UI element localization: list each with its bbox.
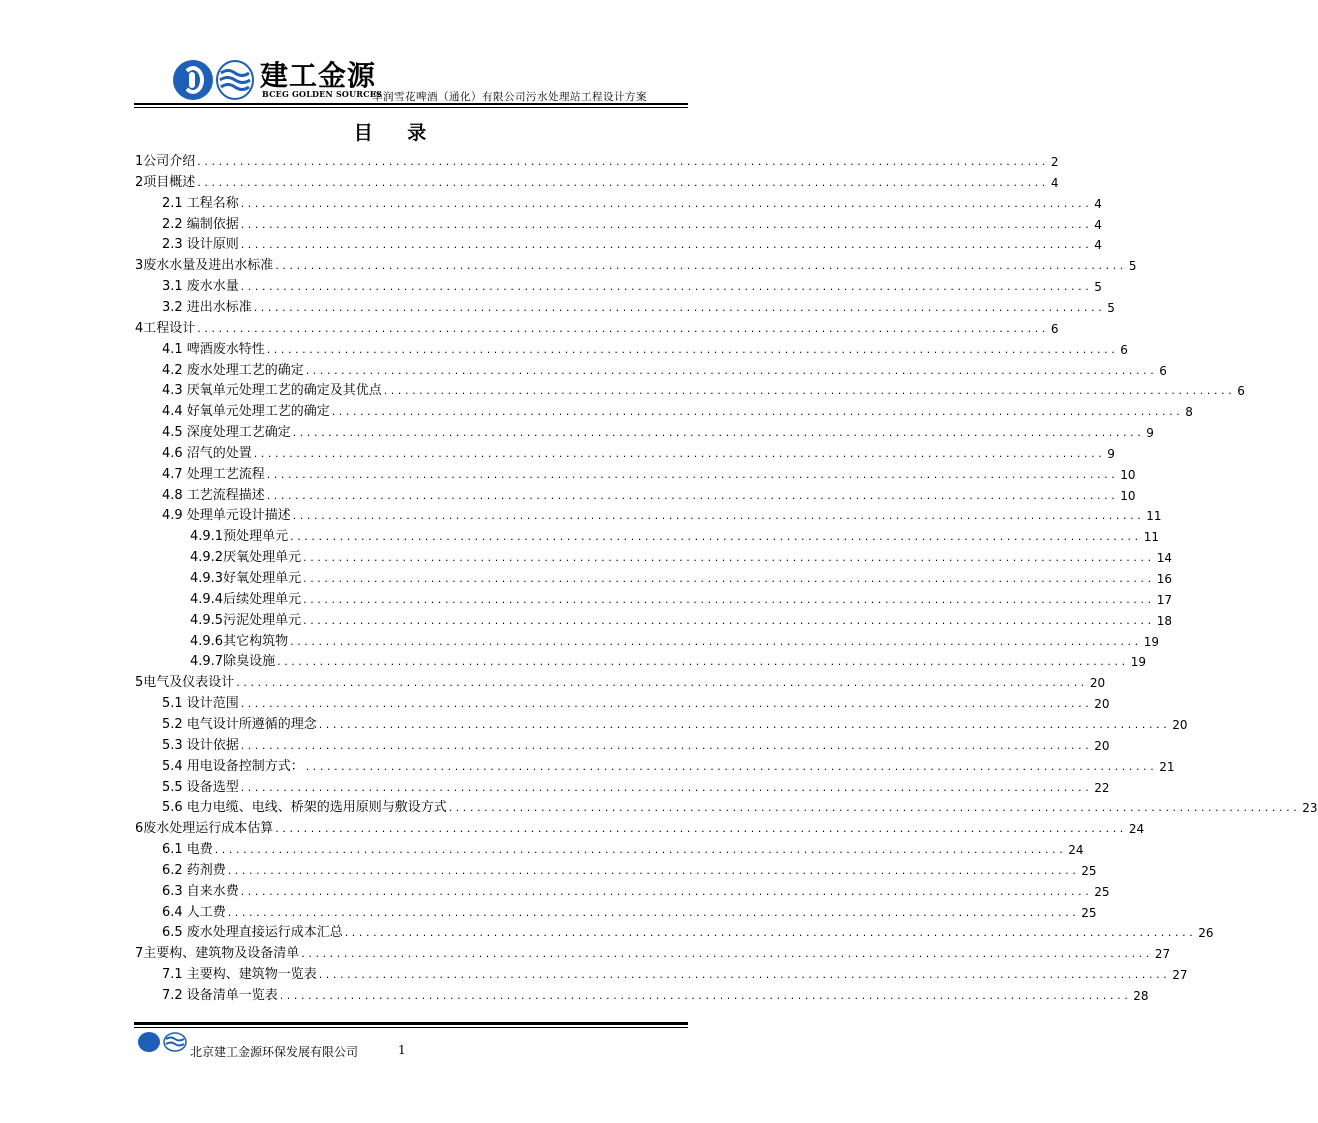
toc-entry[interactable] [162, 213, 1102, 233]
footer-waves-icon [163, 1032, 187, 1052]
toc-leader-dots: ........................................................................................................................ [303, 551, 1155, 565]
toc-entry-page: 19 [1143, 634, 1159, 649]
toc-entry[interactable] [162, 713, 1188, 733]
toc-entry-number: 4.3 [162, 383, 183, 399]
toc-entry[interactable] [162, 379, 1245, 399]
toc-entry-label: 好氧单元处理工艺的确定 [186, 404, 330, 420]
toc-entry-page: 25 [1081, 863, 1097, 878]
toc-entry-number: 3.1 [162, 279, 183, 295]
page-number: 1 [398, 1043, 406, 1057]
toc-entry[interactable] [162, 692, 1110, 712]
toc-entry-number: 6.4 [162, 904, 183, 920]
toc-leader-dots: ........................................................................................................................ [227, 905, 1080, 919]
toc-entry-page: 10 [1120, 467, 1136, 482]
toc-entry[interactable] [162, 796, 1318, 816]
toc-entry[interactable] [190, 546, 1172, 566]
toc-leader-dots: ........................................................................................................................ [227, 863, 1080, 877]
toc-entry[interactable] [135, 150, 1059, 170]
toc-leader-dots: ........................................................................................................................ [303, 572, 1155, 585]
toc-entry-label: 其它构筑物 [223, 633, 289, 649]
company-logo-icon [173, 60, 213, 100]
toc-entry-page: 28 [1133, 989, 1149, 1003]
toc-entry-page: 10 [1120, 488, 1136, 503]
toc-entry-number: 3 [135, 258, 144, 274]
toc-entry-number: 2 [135, 174, 144, 190]
toc-entry[interactable] [162, 755, 1175, 775]
toc-entry-page: 2 [1050, 155, 1059, 169]
toc-entry-number: 4.1 [162, 341, 183, 357]
footer-logo-icon [138, 1032, 160, 1052]
toc-entry[interactable] [162, 192, 1102, 212]
toc-entry-page: 5 [1094, 280, 1102, 295]
toc-entry[interactable] [135, 817, 1145, 837]
toc-entry-page: 20 [1172, 717, 1188, 732]
footer-rule [134, 1022, 688, 1025]
toc-entry-label: 设计原则 [186, 237, 239, 253]
toc-entry-number: 5.3 [162, 737, 183, 753]
toc-entry-number: 6 [135, 821, 144, 837]
toc-entry[interactable] [190, 588, 1172, 608]
brand-name-en: BCEG GOLDEN SOURCES [262, 89, 382, 99]
toc-entry[interactable] [190, 567, 1172, 587]
toc-entry[interactable] [162, 296, 1115, 316]
toc-leader-dots: ........................................................................................................................ [240, 780, 1093, 794]
toc-entry[interactable] [162, 734, 1110, 754]
toc-entry-page: 4 [1094, 196, 1102, 211]
toc-entry-label: 处理单元设计描述 [186, 508, 291, 524]
toc-entry-label: 自来水费 [186, 883, 239, 899]
toc-entry-label: 处理工艺流程 [186, 466, 265, 482]
toc-entry[interactable] [162, 421, 1154, 441]
toc-entry-label: 工艺流程描述 [186, 487, 265, 503]
toc-leader-dots: ........................................................................................................................ [236, 676, 1088, 690]
toc-entry-page: 17 [1156, 592, 1172, 607]
footer-company: 北京建工金源环保发展有限公司 [190, 1045, 359, 1059]
toc-entry[interactable] [135, 254, 1137, 274]
toc-entry[interactable] [162, 275, 1102, 295]
toc-entry-number: 5.5 [162, 779, 183, 795]
toc-leader-dots: ........................................................................................................................ [197, 155, 1049, 168]
toc-entry-label: 进出水标准 [186, 299, 252, 315]
toc-entry-page: 24 [1128, 822, 1145, 837]
toc-entry[interactable] [162, 921, 1214, 941]
toc-entry[interactable] [162, 776, 1110, 796]
toc-heading: 目 录 [353, 122, 441, 144]
toc-leader-dots: ........................................................................................................................ [240, 196, 1093, 210]
toc-leader-dots: ........................................................................................................................ [292, 509, 1145, 523]
toc-leader-dots: ........................................................................................................................ [383, 384, 1236, 398]
toc-entry-page: 20 [1094, 738, 1110, 753]
toc-entry-number: 7 [135, 946, 144, 962]
toc-leader-dots: ........................................................................................................................ [240, 280, 1093, 294]
toc-entry[interactable] [190, 650, 1146, 670]
toc-entry-number: 4.9.6 [190, 633, 224, 649]
toc-leader-dots: ........................................................................................................................ [318, 968, 1171, 982]
toc-entry-number: 4.2 [162, 362, 183, 378]
toc-entry-number: 5.4 [162, 758, 183, 774]
toc-entry-label: 沼气的处置 [186, 445, 252, 461]
toc-entry-label: 厌氧单元处理工艺的确定及其优点 [186, 383, 382, 399]
toc-entry-label: 电气及仪表设计 [143, 675, 235, 691]
toc-entry-number: 4.7 [162, 466, 183, 482]
toc-entry-number: 4.9.2 [190, 550, 224, 566]
toc-leader-dots: ........................................................................................................................ [275, 822, 1127, 836]
toc-entry[interactable] [162, 859, 1097, 879]
toc-entry-label: 电力电缆、电线、桥架的选用原则与敷设方式 [186, 800, 447, 816]
header-rule-thin [134, 107, 688, 108]
toc-leader-dots: ........................................................................................................................ [253, 446, 1106, 460]
toc-entry-number: 4.9.3 [190, 571, 224, 586]
toc-entry-label: 好氧处理单元 [223, 571, 302, 586]
toc-entry[interactable] [162, 880, 1110, 900]
toc-leader-dots: ........................................................................................................................ [303, 613, 1155, 627]
header-rule [134, 103, 688, 105]
toc-entry-number: 7.1 [162, 967, 183, 983]
toc-entry-page: 5 [1107, 300, 1115, 315]
toc-leader-dots: ........................................................................................................................ [290, 634, 1142, 648]
toc-entry-page: 20 [1089, 676, 1106, 691]
toc-entry-number: 4.4 [162, 404, 183, 420]
toc-entry-page: 8 [1185, 405, 1193, 420]
toc-entry-page: 4 [1094, 238, 1102, 253]
toc-leader-dots: ........................................................................................................................ [266, 488, 1119, 502]
toc-entry-page: 6 [1050, 321, 1059, 336]
toc-entry-number: 4.9.5 [190, 612, 224, 628]
toc-entry-number: 3.2 [162, 299, 183, 315]
toc-entry-label: 工程名称 [186, 195, 239, 211]
waves-logo-icon [216, 60, 254, 100]
toc-entry[interactable] [190, 630, 1159, 650]
document-title: 华润雪花啤酒（通化）有限公司污水处理站工程设计方案 [372, 91, 647, 103]
toc-entry-number: 4.9 [162, 508, 183, 524]
toc-entry[interactable] [162, 233, 1102, 253]
toc-leader-dots: ........................................................................................................................ [253, 300, 1106, 314]
toc-entry-page: 6 [1159, 363, 1167, 378]
toc-entry[interactable] [190, 609, 1172, 629]
toc-entry[interactable] [162, 504, 1162, 524]
toc-leader-dots: ........................................................................................................................ [331, 405, 1184, 419]
toc-entry[interactable] [135, 942, 1171, 962]
toc-entry-label: 用电设备控制方式： [186, 758, 304, 774]
toc-entry[interactable] [135, 671, 1106, 691]
toc-leader-dots: ........................................................................................................................ [197, 175, 1049, 189]
toc-entry-page: 6 [1237, 384, 1245, 399]
toc-entry[interactable] [162, 442, 1115, 462]
toc-entry-label: 主要构、建筑物一览表 [186, 967, 317, 983]
toc-leader-dots: ........................................................................................................................ [214, 843, 1067, 857]
toc-entry-page: 14 [1156, 551, 1172, 566]
toc-entry-number: 5.2 [162, 716, 183, 732]
toc-entry-number: 7.2 [162, 988, 183, 1003]
toc-entry-number: 2.2 [162, 216, 183, 232]
toc-entry[interactable] [190, 525, 1159, 545]
toc-entry-page: 11 [1146, 509, 1162, 524]
toc-entry-label: 啤酒废水特性 [186, 341, 265, 357]
toc-leader-dots: ........................................................................................................................ [279, 989, 1132, 1002]
toc-entry-label: 后续处理单元 [223, 591, 302, 607]
toc-entry-page: 19 [1130, 655, 1146, 670]
toc-entry[interactable] [135, 171, 1059, 191]
toc-entry-number: 4.9.1 [190, 529, 224, 545]
toc-entry[interactable] [162, 963, 1188, 983]
toc-entry-page: 9 [1107, 446, 1115, 461]
toc-entry[interactable] [162, 463, 1136, 483]
toc-entry-label: 工程设计 [143, 320, 196, 336]
toc-leader-dots: ........................................................................................................................ [318, 717, 1171, 731]
toc-entry-number: 2.1 [162, 195, 183, 211]
toc-entry-page: 22 [1094, 780, 1110, 795]
toc-leader-dots: ........................................................................................................................ [240, 217, 1093, 231]
toc-leader-dots: ........................................................................................................................ [305, 363, 1158, 377]
toc-entry-number: 6.2 [162, 862, 183, 878]
toc-entry-label: 主要构、建筑物及设备清单 [143, 946, 300, 962]
toc-entry-number: 6.1 [162, 842, 183, 858]
toc-entry-number: 4.9.7 [190, 654, 224, 670]
toc-entry-label: 设备选型 [186, 779, 239, 795]
toc-entry-label: 废水处理工艺的确定 [186, 362, 304, 378]
toc-entry-page: 23 [1302, 801, 1318, 816]
toc-entry-label: 人工费 [186, 904, 226, 920]
toc-entry-page: 5 [1128, 259, 1137, 274]
toc-entry[interactable] [162, 984, 1149, 1004]
toc-entry-page: 9 [1146, 426, 1154, 441]
toc-entry[interactable] [162, 484, 1136, 504]
toc-leader-dots: ........................................................................................................................ [290, 530, 1142, 544]
toc-entry-label: 设计范围 [186, 696, 239, 712]
toc-leader-dots: ........................................................................................................................ [266, 467, 1119, 481]
toc-entry-label: 预处理单元 [223, 529, 289, 545]
toc-entry-page: 6 [1120, 342, 1128, 357]
toc-entry-label: 污泥处理单元 [223, 612, 302, 628]
toc-entry-number: 4.6 [162, 445, 183, 461]
brand-name: 建工金源 [260, 59, 377, 92]
toc-entry[interactable] [162, 838, 1084, 858]
toc-entry-label: 废水水量 [186, 279, 239, 295]
toc-leader-dots: ........................................................................................................................ [197, 321, 1049, 335]
toc-entry-number: 4.8 [162, 487, 183, 503]
toc-entry-label: 电费 [186, 842, 213, 858]
toc-entry[interactable] [162, 400, 1193, 420]
toc-entry-label: 编制依据 [186, 216, 239, 232]
toc-entry-label: 废水处理直接运行成本汇总 [186, 925, 343, 941]
toc-entry-page: 24 [1068, 843, 1084, 858]
toc-leader-dots: ........................................................................................................................ [240, 738, 1093, 752]
toc-entry-number: 5.1 [162, 696, 183, 712]
toc-entry-number: 4 [135, 320, 144, 336]
toc-entry-page: 4 [1094, 217, 1102, 232]
toc-entry-page: 26 [1198, 926, 1214, 941]
toc-entry-label: 厌氧处理单元 [223, 550, 302, 566]
toc-entry-number: 1 [135, 154, 144, 169]
toc-entry-page: 25 [1094, 884, 1110, 899]
toc-leader-dots: ........................................................................................................................ [305, 759, 1158, 773]
toc-entry-page: 27 [1154, 947, 1171, 962]
toc-leader-dots: ........................................................................................................................ [240, 884, 1093, 898]
toc-leader-dots: ........................................................................................................................ [344, 926, 1197, 940]
toc-entry-page: 21 [1159, 759, 1175, 774]
toc-entry-label: 设备清单一览表 [186, 988, 278, 1003]
footer-rule-thin [134, 1027, 688, 1028]
toc-entry-number: 4.9.4 [190, 591, 224, 607]
toc-leader-dots: ........................................................................................................................ [292, 426, 1145, 440]
toc-entry-number: 5 [135, 675, 144, 691]
toc-entry-label: 废水水量及进出水标准 [143, 258, 274, 274]
toc-leader-dots: ........................................................................................................................ [277, 655, 1129, 669]
toc-entry-number: 2.3 [162, 237, 183, 253]
toc-entry-number: 5.6 [162, 800, 183, 816]
toc-entry-number: 6.3 [162, 883, 183, 899]
toc-leader-dots: ........................................................................................................................ [266, 342, 1119, 356]
toc-leader-dots: ........................................................................................................................ [240, 697, 1093, 711]
toc-entry-page: 4 [1050, 175, 1059, 190]
toc-entry-label: 除臭设施 [223, 654, 276, 670]
toc-entry-page: 18 [1156, 613, 1172, 628]
toc-entry[interactable] [162, 901, 1097, 921]
toc-entry-page: 20 [1094, 697, 1110, 712]
toc-entry-page: 27 [1172, 968, 1188, 983]
toc-entry[interactable] [135, 317, 1059, 337]
toc-entry[interactable] [162, 359, 1167, 379]
toc-entry[interactable] [162, 338, 1128, 358]
toc-leader-dots: ........................................................................................................................ [448, 801, 1301, 815]
toc-leader-dots: ........................................................................................................................ [240, 238, 1093, 252]
page-header [0, 0, 794, 112]
toc-entry-label: 深度处理工艺确定 [186, 425, 291, 441]
toc-entry-page: 11 [1143, 530, 1159, 545]
toc-entry-label: 设计依据 [186, 737, 239, 753]
toc-entry-label: 药剂费 [186, 862, 226, 878]
toc-leader-dots: ........................................................................................................................ [303, 592, 1155, 606]
toc-entry-label: 项目概述 [143, 174, 196, 190]
toc-leader-dots: ........................................................................................................................ [301, 947, 1153, 961]
toc-entry-number: 4.5 [162, 425, 183, 441]
toc-entry-label: 公司介绍 [143, 154, 196, 169]
toc-entry-label: 废水处理运行成本估算 [143, 821, 274, 837]
toc-entry-number: 6.5 [162, 925, 183, 941]
toc-leader-dots: ........................................................................................................................ [275, 259, 1127, 273]
toc-entry-page: 16 [1156, 572, 1172, 586]
toc-entry-page: 25 [1081, 905, 1097, 920]
toc-entry-label: 电气设计所遵循的理念 [186, 716, 317, 732]
